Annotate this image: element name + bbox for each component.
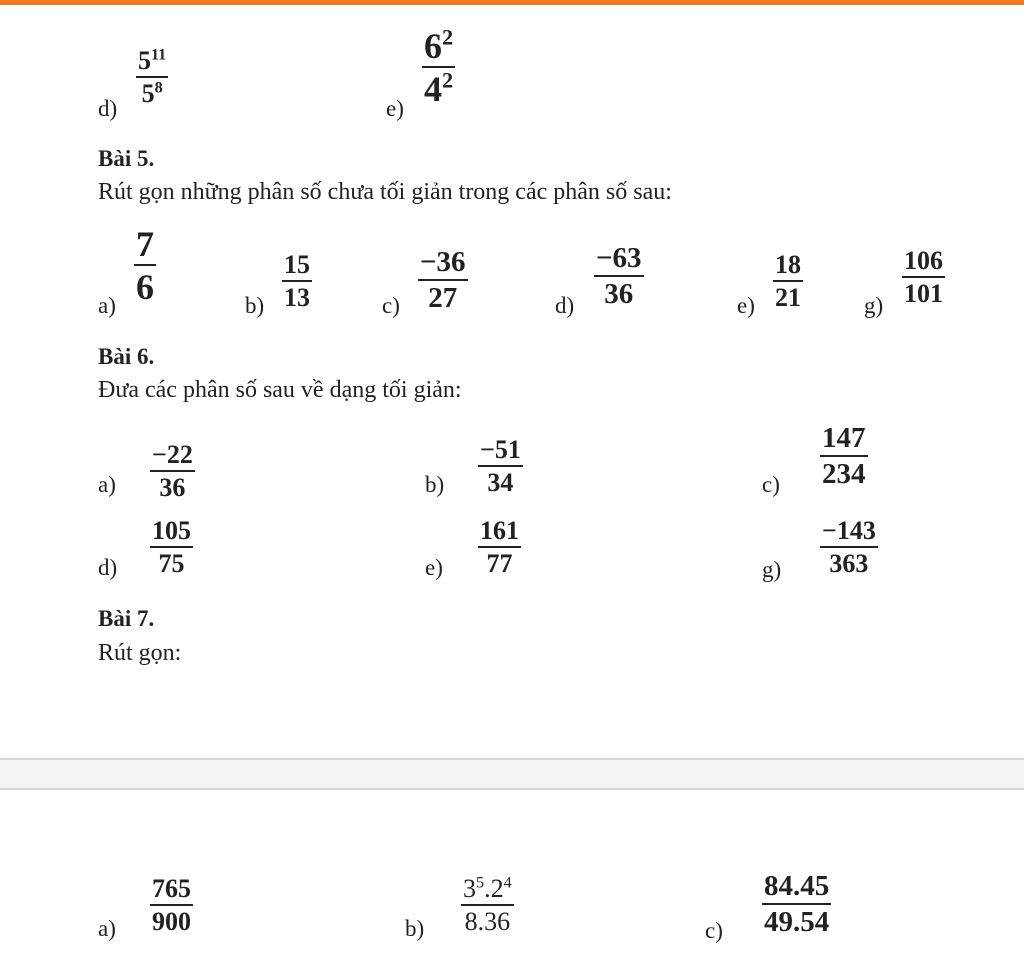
fraction-numerator: $5^{11}$ [138,46,167,75]
fraction-numerator: 161 [480,516,519,545]
exercise-instruction: Rút gọn những phân số chưa tối giản trong các phân số sau: [98,179,672,205]
fraction-numerator: 15 [284,250,310,279]
fraction [902,248,945,307]
fraction [134,226,156,305]
fraction [820,518,878,577]
section-divider [0,758,1024,790]
fraction-numerator: 147 [822,422,866,454]
fraction-denominator: 8.36 [464,907,511,936]
fraction-numerator: −51 [480,435,521,464]
exercise-title: Bài 5. [98,146,155,171]
fraction [150,518,193,577]
fraction-denominator: 234 [822,458,866,490]
item-label: c) [382,293,400,318]
fraction-denominator: 21 [775,283,801,312]
fraction-denominator: 49.54 [764,906,830,938]
exercise-title: Bài 6. [98,344,155,369]
fraction-numerator: 106 [904,246,943,275]
fraction [773,252,803,311]
fraction [594,244,644,309]
fraction-numerator: $6^2$ [424,24,454,66]
fraction-numerator: −22 [152,440,193,469]
item-label: g) [762,557,782,582]
item-label: e) [737,293,755,318]
item-label: d) [555,293,575,318]
fraction-d-powers [136,48,168,107]
top-accent-bar [0,0,1024,5]
fraction-denominator: 27 [428,282,458,314]
item-label: e) [386,96,404,121]
fraction-numerator: −63 [596,242,642,274]
fraction [150,442,195,501]
fraction-e-powers [422,24,455,109]
item-label: b) [405,916,425,941]
item-label: c) [705,918,723,943]
item-label: e) [425,555,443,580]
fraction-denominator: 36 [604,278,634,310]
fraction-numerator: $3^5.2^4$ [463,874,512,903]
exercise-instruction: Rút gọn: [98,640,182,666]
fraction-numerator: 765 [152,874,191,903]
item-label: d) [98,555,118,580]
item-label: a) [98,472,116,497]
fraction [478,437,523,496]
item-label: c) [762,472,780,497]
fraction-denominator: 101 [904,279,943,308]
fraction-numerator: 105 [152,516,191,545]
fraction [762,872,831,937]
fraction-denominator: 900 [152,907,191,936]
fraction-denominator: 13 [284,283,310,312]
fraction-numerator: 7 [136,224,154,264]
fraction [150,876,193,935]
fraction [478,518,521,577]
fraction [418,248,468,313]
item-label: b) [245,293,265,318]
fraction [282,252,312,311]
item-label: d) [98,96,118,121]
fraction-denominator: 34 [487,468,514,497]
fraction-denominator: 6 [136,267,154,307]
fraction-numerator: 84.45 [764,870,830,902]
fraction-numerator: 18 [775,250,801,279]
fraction [820,424,868,489]
fraction-numerator: −143 [822,516,876,545]
fraction-denominator: 77 [486,549,513,578]
fraction-numerator: −36 [420,246,466,278]
fraction-denominator: 36 [159,473,186,502]
fraction-denominator: 75 [158,549,185,578]
fraction-powers [461,876,514,935]
item-label: b) [425,472,445,497]
exercise-instruction: Đưa các phân số sau về dạng tối giản: [98,377,462,403]
item-label: a) [98,293,116,318]
fraction-denominator: 363 [829,549,869,578]
exercise-title: Bài 7. [98,606,155,631]
item-label: a) [98,916,116,941]
item-label: g) [864,293,884,318]
fraction-denominator: $4^2$ [424,67,454,109]
fraction-denominator: $5^8$ [141,79,163,108]
